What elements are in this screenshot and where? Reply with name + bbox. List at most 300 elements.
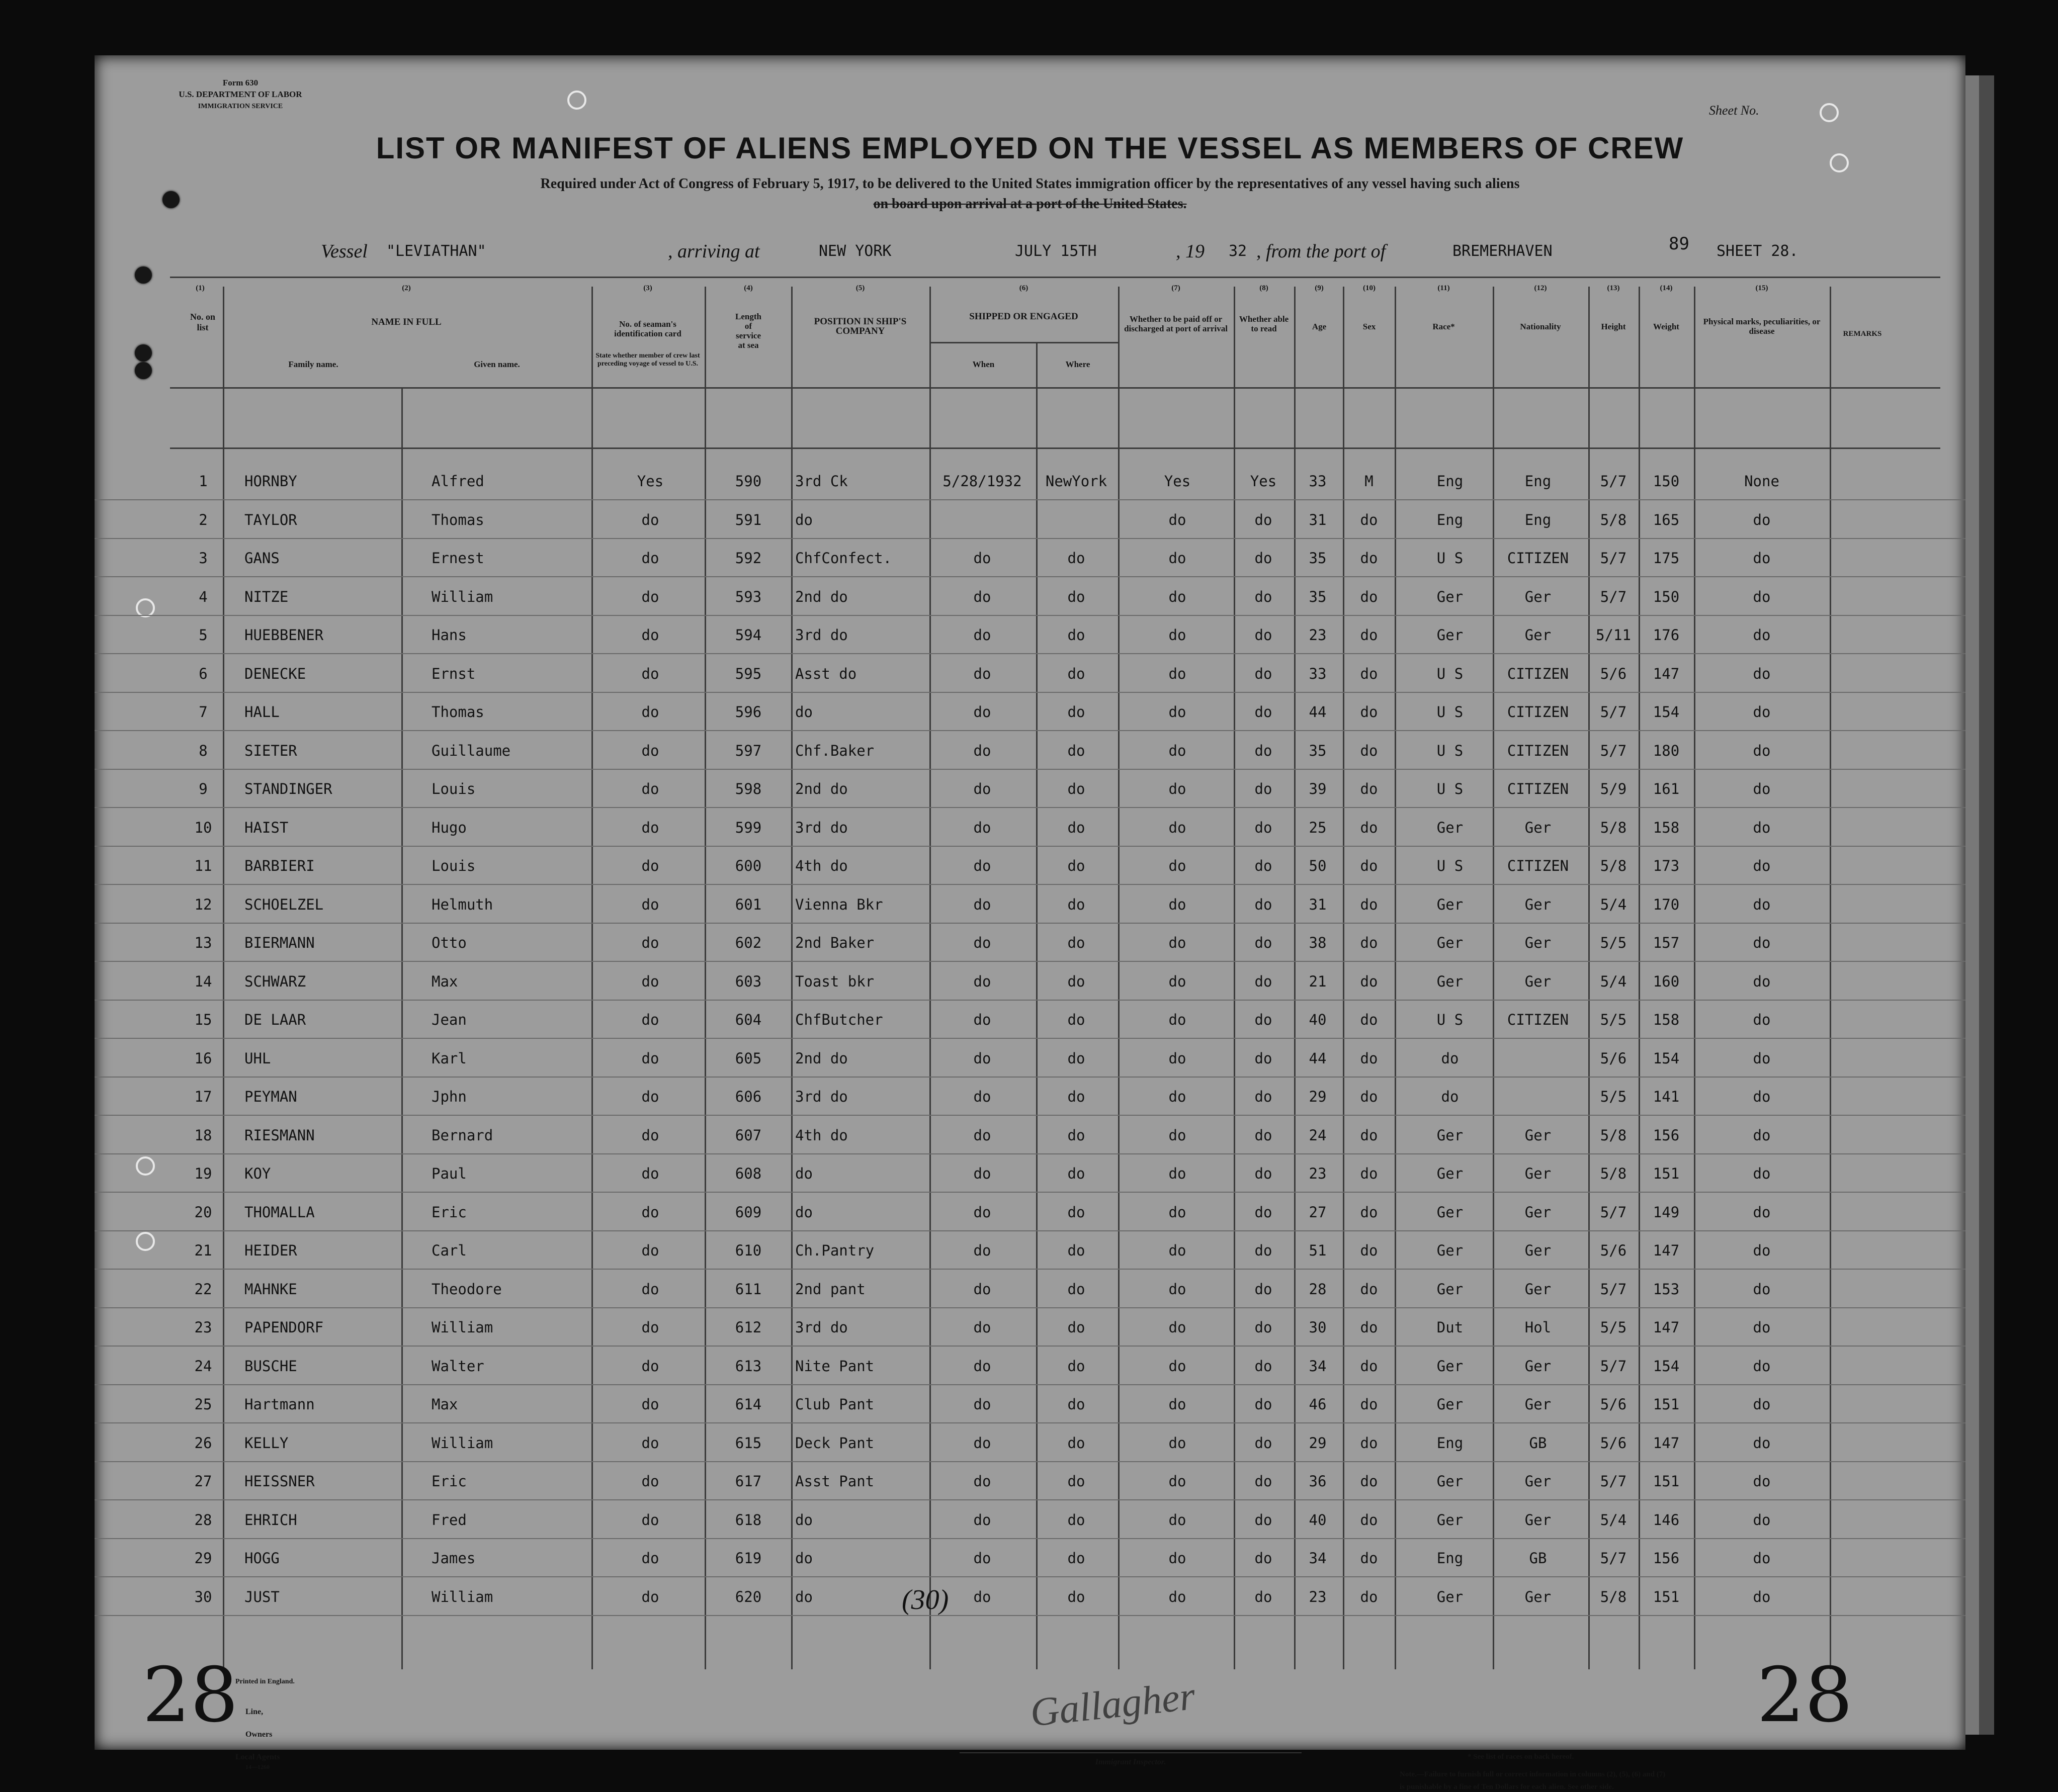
height: 5/4 — [1600, 972, 1627, 990]
table-row — [95, 1116, 1965, 1154]
nationality: CITIZEN — [1507, 742, 1569, 759]
shipped-where: do — [1067, 857, 1085, 874]
shipped-where: do — [1067, 703, 1085, 721]
age: 40 — [1309, 1511, 1327, 1529]
id-card: do — [641, 703, 659, 721]
sex: do — [1360, 742, 1378, 759]
shipped-when: do — [973, 1242, 991, 1259]
age: 23 — [1309, 1588, 1327, 1605]
sex: do — [1360, 1434, 1378, 1452]
id-card: do — [641, 1242, 659, 1259]
sex: do — [1360, 1126, 1378, 1144]
service: IMMIGRATION SERVICE — [198, 103, 283, 110]
age: 30 — [1309, 1319, 1327, 1336]
height: 5/8 — [1600, 1165, 1627, 1182]
race: Ger — [1436, 1242, 1464, 1259]
physical-marks: do — [1753, 972, 1771, 990]
nationality: Ger — [1524, 819, 1552, 836]
row-number: 11 — [194, 857, 212, 874]
physical-marks: do — [1753, 780, 1771, 797]
service-length: 612 — [735, 1319, 762, 1336]
position: Ch.Pantry — [795, 1242, 875, 1259]
shipped-when: do — [973, 780, 991, 797]
physical-marks: do — [1753, 1473, 1771, 1490]
height: 5/7 — [1600, 588, 1627, 605]
row-number: 27 — [194, 1473, 212, 1490]
arriving-label: , arriving at — [668, 241, 760, 262]
id-card: do — [641, 1434, 659, 1452]
able-to-read: do — [1254, 1319, 1272, 1336]
nationality: Ger — [1524, 895, 1552, 913]
weight: 151 — [1653, 1473, 1680, 1490]
service-length: 597 — [735, 742, 762, 759]
given-name: Ernst — [432, 665, 476, 682]
given-name: Otto — [432, 934, 467, 951]
given-name: Jean — [432, 1011, 467, 1028]
height: 5/7 — [1600, 1203, 1627, 1221]
paid-off: do — [1168, 934, 1186, 951]
sex: do — [1360, 1396, 1378, 1413]
race: U S — [1436, 742, 1464, 759]
paid-off: do — [1168, 972, 1186, 990]
shipped-where: do — [1067, 1242, 1085, 1259]
punch-hole — [567, 91, 586, 110]
col-age-header: Age — [1312, 322, 1327, 331]
sex: do — [1360, 1088, 1378, 1105]
age: 40 — [1309, 1011, 1327, 1028]
able-to-read: do — [1254, 665, 1272, 682]
weight: 150 — [1653, 588, 1680, 605]
table-top-border — [170, 277, 1940, 278]
id-card: do — [641, 1473, 659, 1490]
col12-num: (12) — [1534, 284, 1547, 292]
sex: do — [1360, 1049, 1378, 1067]
age: 36 — [1309, 1473, 1327, 1490]
paid-off: do — [1168, 665, 1186, 682]
id-card: do — [641, 972, 659, 990]
given-name: Max — [432, 1396, 458, 1413]
nationality: Ger — [1524, 1126, 1552, 1144]
able-to-read: do — [1254, 1396, 1272, 1413]
shipped-where: do — [1067, 1126, 1085, 1144]
paid-off: do — [1168, 1011, 1186, 1028]
family-name: KELLY — [244, 1434, 289, 1452]
col-nationality-header: Nationality — [1520, 322, 1561, 331]
position: Nite Pant — [795, 1357, 875, 1375]
race: do — [1441, 1049, 1459, 1067]
height: 5/5 — [1600, 1319, 1627, 1336]
race: Ger — [1436, 1280, 1464, 1298]
height: 5/7 — [1600, 550, 1627, 567]
physical-marks: do — [1753, 819, 1771, 836]
shipped-where: do — [1067, 1319, 1085, 1336]
able-to-read: do — [1254, 1473, 1272, 1490]
signature-line — [960, 1752, 1302, 1753]
position: 3rd do — [795, 1319, 848, 1336]
able-to-read: do — [1254, 1242, 1272, 1259]
paid-off: do — [1168, 626, 1186, 644]
arrival-date: JULY 15TH — [1015, 242, 1097, 260]
id-card: do — [641, 1203, 659, 1221]
table-row — [95, 1423, 1965, 1462]
family-name: HEIDER — [244, 1242, 297, 1259]
position: 4th do — [795, 857, 848, 874]
able-to-read: do — [1254, 1088, 1272, 1105]
height: 5/8 — [1600, 1588, 1627, 1605]
id-card: do — [641, 1088, 659, 1105]
weight: 165 — [1653, 511, 1680, 528]
table-row — [95, 1385, 1965, 1423]
given-name: Hugo — [432, 819, 467, 836]
shipped-where: do — [1067, 626, 1085, 644]
nationality: GB — [1529, 1550, 1547, 1567]
given-name: William — [432, 1319, 493, 1336]
race: Ger — [1436, 1357, 1464, 1375]
shipped-where: do — [1067, 1165, 1085, 1182]
row-number: 12 — [194, 895, 212, 913]
race: Ger — [1436, 934, 1464, 951]
age: 29 — [1309, 1434, 1327, 1452]
penalty-note: Note.—Failure to furnish full or correct information in columns (2), (5), (6) and (7) — [1400, 1770, 1666, 1778]
table-row — [95, 962, 1965, 1001]
position: 4th do — [795, 1126, 848, 1144]
shipped-when: do — [973, 1511, 991, 1529]
given-name: Guillaume — [432, 742, 511, 759]
row-number: 10 — [194, 819, 212, 836]
age: 35 — [1309, 550, 1327, 567]
nationality: CITIZEN — [1507, 665, 1569, 682]
nationality: CITIZEN — [1507, 1011, 1569, 1028]
shipped-when: 5/28/1932 — [942, 473, 1022, 490]
service-length: 618 — [735, 1511, 762, 1529]
col15-num: (15) — [1755, 284, 1768, 292]
col9-num: (9) — [1315, 284, 1324, 292]
row-number: 16 — [194, 1049, 212, 1067]
position: 2nd do — [795, 780, 848, 797]
sex: do — [1360, 1203, 1378, 1221]
table-row — [95, 731, 1965, 770]
given-name: Louis — [432, 857, 476, 874]
nationality: Ger — [1524, 1280, 1552, 1298]
shipped-where: do — [1067, 1550, 1085, 1567]
weight: 154 — [1653, 703, 1680, 721]
paid-off: do — [1168, 819, 1186, 836]
sex: do — [1360, 819, 1378, 836]
col-length-header: Length of service at sea — [735, 312, 761, 350]
row-number: 6 — [199, 665, 208, 682]
id-card: do — [641, 1280, 659, 1298]
shipped-when: do — [973, 819, 991, 836]
arrival-year: 32 — [1229, 242, 1247, 260]
weight: 150 — [1653, 473, 1680, 490]
age: 27 — [1309, 1203, 1327, 1221]
col-where-header: Where — [1065, 360, 1090, 369]
family-name: MAHNKE — [244, 1280, 297, 1298]
physical-marks: do — [1753, 1011, 1771, 1028]
sex: do — [1360, 1011, 1378, 1028]
height: 5/7 — [1600, 1357, 1627, 1375]
weight: 154 — [1653, 1357, 1680, 1375]
position: Club Pant — [795, 1396, 875, 1413]
shipped-where: do — [1067, 819, 1085, 836]
table-row — [95, 1347, 1965, 1385]
family-name: EHRICH — [244, 1511, 297, 1529]
height: 5/9 — [1600, 780, 1627, 797]
physical-marks: do — [1753, 550, 1771, 567]
sex: M — [1364, 473, 1374, 490]
given-name: Max — [432, 972, 458, 990]
col-weight-header: Weight — [1653, 322, 1679, 331]
able-to-read: do — [1254, 511, 1272, 528]
table-row — [95, 1500, 1965, 1539]
height: 5/5 — [1600, 1011, 1627, 1028]
id-card: do — [641, 819, 659, 836]
shipped-where: do — [1067, 1049, 1085, 1067]
shipped-where: do — [1067, 1434, 1085, 1452]
position: Deck Pant — [795, 1434, 875, 1452]
vessel-name: "LEVIATHAN" — [386, 242, 486, 260]
family-name: JUST — [244, 1588, 280, 1605]
position: Asst Pant — [795, 1473, 875, 1490]
physical-marks: do — [1753, 626, 1771, 644]
nationality: CITIZEN — [1507, 780, 1569, 797]
position: 3rd do — [795, 1088, 848, 1105]
height: 5/6 — [1600, 665, 1627, 682]
shipped-when: do — [973, 626, 991, 644]
family-name: STANDINGER — [244, 780, 332, 797]
age: 46 — [1309, 1396, 1327, 1413]
family-name: KOY — [244, 1165, 271, 1182]
physical-marks: do — [1753, 857, 1771, 874]
race: do — [1441, 1088, 1459, 1105]
nationality: Ger — [1524, 1511, 1552, 1529]
race: U S — [1436, 665, 1464, 682]
position: Asst do — [795, 665, 857, 682]
able-to-read: do — [1254, 703, 1272, 721]
table-row — [95, 923, 1965, 962]
weight: 153 — [1653, 1280, 1680, 1298]
height: 5/8 — [1600, 819, 1627, 836]
weight: 151 — [1653, 1396, 1680, 1413]
given-name: William — [432, 1434, 493, 1452]
shipped-where: do — [1067, 895, 1085, 913]
age: 33 — [1309, 665, 1327, 682]
able-to-read: do — [1254, 819, 1272, 836]
race: Eng — [1436, 511, 1464, 528]
sex: do — [1360, 1511, 1378, 1529]
height: 5/4 — [1600, 895, 1627, 913]
service-length: 609 — [735, 1203, 762, 1221]
weight: 176 — [1653, 626, 1680, 644]
paid-off: do — [1168, 1511, 1186, 1529]
service-length: 600 — [735, 857, 762, 874]
age: 28 — [1309, 1280, 1327, 1298]
sex: do — [1360, 780, 1378, 797]
sex: do — [1360, 626, 1378, 644]
height: 5/5 — [1600, 934, 1627, 951]
family-name: RIESMANN — [244, 1126, 315, 1144]
col-remarks-header: REMARKS — [1843, 330, 1882, 338]
weight: 173 — [1653, 857, 1680, 874]
form-code: 14—1260 — [245, 1763, 270, 1770]
weight: 147 — [1653, 1242, 1680, 1259]
sex: do — [1360, 1588, 1378, 1605]
id-card: do — [641, 511, 659, 528]
service-length: 592 — [735, 550, 762, 567]
family-name: Hartmann — [244, 1396, 315, 1413]
shipped-where: do — [1067, 742, 1085, 759]
page-title: LIST OR MANIFEST OF ALIENS EMPLOYED ON THE VESSEL AS MEMBERS OF CREW — [376, 131, 1684, 165]
able-to-read: do — [1254, 972, 1272, 990]
weight: 154 — [1653, 1049, 1680, 1067]
physical-marks: do — [1753, 1126, 1771, 1144]
sex: do — [1360, 1550, 1378, 1567]
paid-off: do — [1168, 1434, 1186, 1452]
col-sex-header: Sex — [1362, 322, 1376, 331]
row-number: 28 — [194, 1511, 212, 1529]
stamp-number: 89 — [1669, 234, 1689, 254]
col-when-header: When — [972, 360, 995, 369]
paid-off: do — [1168, 1165, 1186, 1182]
position: 3rd do — [795, 626, 848, 644]
row-number: 17 — [194, 1088, 212, 1105]
paid-off: do — [1168, 1088, 1186, 1105]
sex: do — [1360, 1319, 1378, 1336]
given-name: Hans — [432, 626, 467, 644]
id-card: do — [641, 1588, 659, 1605]
shipped-where: do — [1067, 1203, 1085, 1221]
nationality: Ger — [1524, 626, 1552, 644]
table-row — [95, 1077, 1965, 1116]
position: do — [795, 1550, 813, 1567]
from-port-label: , from the port of — [1256, 241, 1386, 262]
weight: 156 — [1653, 1550, 1680, 1567]
age: 35 — [1309, 588, 1327, 605]
race: Eng — [1436, 1550, 1464, 1567]
paid-off: do — [1168, 588, 1186, 605]
given-name: Theodore — [432, 1280, 502, 1298]
family-name: BUSCHE — [244, 1357, 297, 1375]
height: 5/7 — [1600, 1473, 1627, 1490]
age: 23 — [1309, 626, 1327, 644]
service-length: 610 — [735, 1242, 762, 1259]
family-name: SIETER — [244, 742, 297, 759]
position: 2nd do — [795, 588, 848, 605]
race: Eng — [1436, 1434, 1464, 1452]
able-to-read: do — [1254, 1049, 1272, 1067]
shipped-when: do — [973, 1434, 991, 1452]
id-card: do — [641, 1011, 659, 1028]
table-row — [95, 1308, 1965, 1347]
family-name: UHL — [244, 1049, 271, 1067]
weight: 157 — [1653, 934, 1680, 951]
service-length: 608 — [735, 1165, 762, 1182]
position: 3rd do — [795, 819, 848, 836]
sheet-number-stamp-right: 28 — [1757, 1652, 1853, 1739]
col-name-header: NAME IN FULL — [371, 317, 442, 327]
position: Chf.Baker — [795, 742, 875, 759]
sex: do — [1360, 511, 1378, 528]
height: 5/5 — [1600, 1088, 1627, 1105]
family-name: HAIST — [244, 819, 289, 836]
service-length: 613 — [735, 1357, 762, 1375]
able-to-read: do — [1254, 1165, 1272, 1182]
physical-marks: do — [1753, 895, 1771, 913]
able-to-read: do — [1254, 895, 1272, 913]
punch-hole — [135, 362, 152, 379]
given-name: Helmuth — [432, 895, 493, 913]
table-row — [95, 1270, 1965, 1308]
agents-label: Local Agents — [235, 1753, 280, 1761]
nationality: Ger — [1524, 1396, 1552, 1413]
weight: 149 — [1653, 1203, 1680, 1221]
table-row — [95, 808, 1965, 847]
col-position-header: POSITION IN SHIP'S COMPANY — [814, 316, 907, 336]
shipped-when: do — [973, 1396, 991, 1413]
table-row — [95, 1231, 1965, 1270]
paid-off: do — [1168, 1126, 1186, 1144]
service-length: 594 — [735, 626, 762, 644]
col-shipped-header: SHIPPED OR ENGAGED — [969, 311, 1078, 322]
service-length: 620 — [735, 1588, 762, 1605]
position: do — [795, 703, 813, 721]
col10-num: (10) — [1363, 284, 1376, 292]
height: 5/8 — [1600, 511, 1627, 528]
id-card: do — [641, 1357, 659, 1375]
col7-num: (7) — [1171, 284, 1180, 292]
shipped-when: do — [973, 895, 991, 913]
age: 33 — [1309, 473, 1327, 490]
family-name: HEISSNER — [244, 1473, 315, 1490]
given-name: James — [432, 1550, 476, 1567]
able-to-read: do — [1254, 780, 1272, 797]
col-id-header: No. of seaman's identification card — [614, 319, 681, 338]
sheet-number: SHEET 28. — [1717, 242, 1798, 260]
shipped-when: do — [973, 857, 991, 874]
race: Ger — [1436, 588, 1464, 605]
service-length: 617 — [735, 1473, 762, 1490]
col-id-note: State whether member of crew last preceding voyage of vessel to U.S. — [595, 352, 700, 368]
nationality: Hol — [1524, 1319, 1552, 1336]
row-number: 22 — [194, 1280, 212, 1298]
row-number: 14 — [194, 972, 212, 990]
weight: 147 — [1653, 665, 1680, 682]
height: 5/8 — [1600, 1126, 1627, 1144]
physical-marks: do — [1753, 1319, 1771, 1336]
service-length: 595 — [735, 665, 762, 682]
physical-marks: do — [1753, 703, 1771, 721]
col6-num: (6) — [1019, 284, 1028, 292]
shipped-where: do — [1067, 780, 1085, 797]
able-to-read: do — [1254, 1550, 1272, 1567]
sex: do — [1360, 857, 1378, 874]
family-name: THOMALLA — [244, 1203, 315, 1221]
id-card: do — [641, 742, 659, 759]
nationality: CITIZEN — [1507, 857, 1569, 874]
able-to-read: do — [1254, 1357, 1272, 1375]
family-name: HUEBBENER — [244, 626, 324, 644]
id-card: do — [641, 1165, 659, 1182]
race: Ger — [1436, 1203, 1464, 1221]
inspector-signature: Gallagher — [1028, 1674, 1197, 1735]
sex: do — [1360, 1280, 1378, 1298]
physical-marks: do — [1753, 1588, 1771, 1605]
given-name: Carl — [432, 1242, 467, 1259]
paid-off: do — [1168, 550, 1186, 567]
nationality: Ger — [1524, 1203, 1552, 1221]
table-row — [95, 885, 1965, 924]
col-read-header: Whether able to read — [1239, 314, 1289, 333]
